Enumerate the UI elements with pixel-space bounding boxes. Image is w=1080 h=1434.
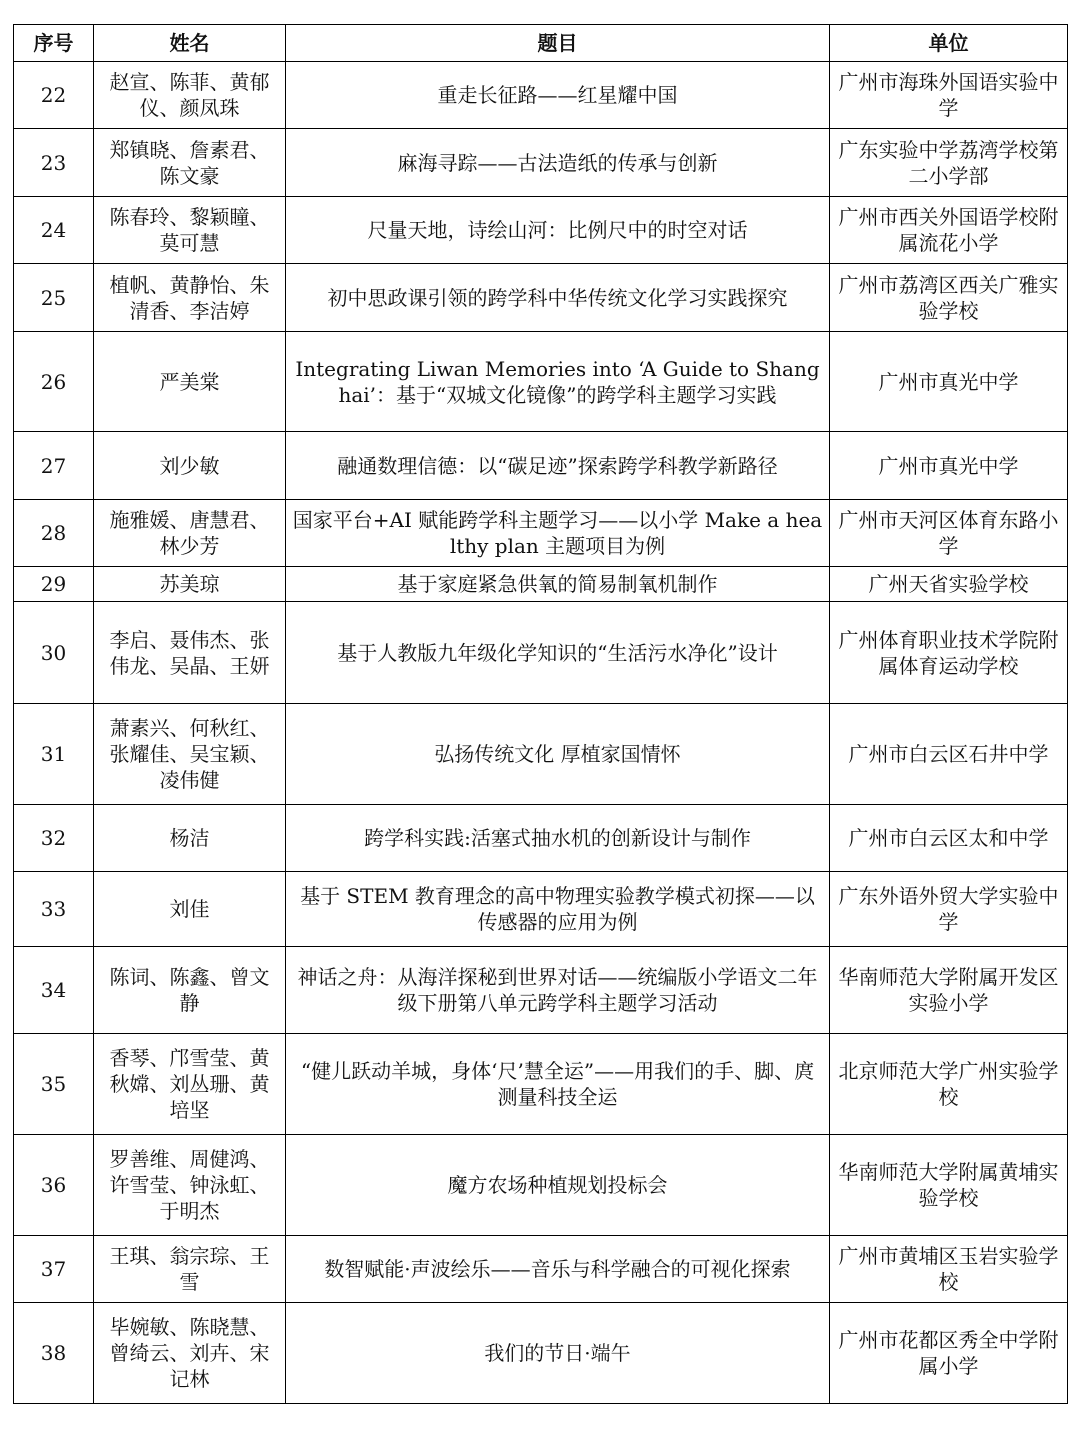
cell-names: 施雅媛、唐慧君、林少芳 — [94, 500, 286, 567]
cell-names: 严美棠 — [94, 332, 286, 432]
cell-no: 37 — [14, 1236, 94, 1303]
cell-title: 数智赋能·声波绘乐——音乐与科学融合的可视化探索 — [286, 1236, 830, 1303]
cell-names: 陈春玲、黎颖瞳、莫可慧 — [94, 197, 286, 264]
cell-title: 基于家庭紧急供氧的简易制氧机制作 — [286, 567, 830, 602]
cell-title: 融通数理信德：以“碳足迹”探索跨学科教学新路径 — [286, 432, 830, 500]
table-row — [14, 1135, 1068, 1236]
cell-title: 跨学科实践:活塞式抽水机的创新设计与制作 — [286, 805, 830, 872]
cell-names: 杨洁 — [94, 805, 286, 872]
cell-no: 30 — [14, 602, 94, 704]
table-body — [14, 62, 1068, 1404]
cell-unit: 华南师范大学附属黄埔实验学校 — [830, 1135, 1068, 1236]
cell-names: 郑镇晓、詹素君、陈文豪 — [94, 129, 286, 197]
cell-unit: 华南师范大学附属开发区实验小学 — [830, 947, 1068, 1034]
cell-names: 苏美琼 — [94, 567, 286, 602]
cell-no: 34 — [14, 947, 94, 1034]
cell-names: 植帆、黄静怡、朱清香、李洁婷 — [94, 264, 286, 332]
table-row — [14, 947, 1068, 1034]
table-row — [14, 264, 1068, 332]
cell-names: 罗善维、周健鸿、许雪莹、钟泳虹、于明杰 — [94, 1135, 286, 1236]
cell-unit: 广州市西关外国语学校附属流花小学 — [830, 197, 1068, 264]
table-row — [14, 567, 1068, 602]
cell-title: 初中思政课引领的跨学科中华传统文化学习实践探究 — [286, 264, 830, 332]
header-unit: 单位 — [830, 25, 1068, 62]
cell-no: 26 — [14, 332, 94, 432]
cell-names: 李启、聂伟杰、张伟龙、吴晶、王妍 — [94, 602, 286, 704]
cell-no: 36 — [14, 1135, 94, 1236]
cell-unit: 广州市荔湾区西关广雅实验学校 — [830, 264, 1068, 332]
cell-unit: 广州市黄埔区玉岩实验学校 — [830, 1236, 1068, 1303]
table-row — [14, 704, 1068, 805]
cell-unit: 广州体育职业技术学院附属体育运动学校 — [830, 602, 1068, 704]
cell-title: 魔方农场种植规划投标会 — [286, 1135, 830, 1236]
cell-title: 麻海寻踪——古法造纸的传承与创新 — [286, 129, 830, 197]
cell-title: 神话之舟：从海洋探秘到世界对话——统编版小学语文二年级下册第八单元跨学科主题学习活动 — [286, 947, 830, 1034]
cell-title: 基于人教版九年级化学知识的“生活污水净化”设计 — [286, 602, 830, 704]
award-table — [13, 24, 1068, 1404]
cell-title: 我们的节日·端午 — [286, 1303, 830, 1404]
cell-title: Integrating Liwan Memories into ‘A Guide to Shanghai’：基于“双城文化镜像”的跨学科主题学习实践 — [286, 332, 830, 432]
cell-unit: 广州天省实验学校 — [830, 567, 1068, 602]
cell-names: 香琴、邝雪莹、黄秋嫦、刘丛珊、黄培坚 — [94, 1034, 286, 1135]
cell-unit: 广州市海珠外国语实验中学 — [830, 62, 1068, 129]
header-names: 姓名 — [94, 25, 286, 62]
cell-unit: 广东外语外贸大学实验中学 — [830, 872, 1068, 947]
cell-unit: 广州市白云区石井中学 — [830, 704, 1068, 805]
table-row — [14, 500, 1068, 567]
table-row — [14, 872, 1068, 947]
cell-no: 28 — [14, 500, 94, 567]
cell-names: 刘少敏 — [94, 432, 286, 500]
table-row — [14, 432, 1068, 500]
cell-unit: 广州市天河区体育东路小学 — [830, 500, 1068, 567]
cell-title: 弘扬传统文化 厚植家国情怀 — [286, 704, 830, 805]
cell-names: 赵宣、陈菲、黄郁仪、颜凤珠 — [94, 62, 286, 129]
cell-no: 23 — [14, 129, 94, 197]
table-row — [14, 1303, 1068, 1404]
cell-no: 33 — [14, 872, 94, 947]
table-row — [14, 602, 1068, 704]
cell-no: 22 — [14, 62, 94, 129]
cell-title: 重走长征路——红星耀中国 — [286, 62, 830, 129]
cell-title: 基于 STEM 教育理念的高中物理实验教学模式初探——以传感器的应用为例 — [286, 872, 830, 947]
cell-names: 王琪、翁宗琮、王雪 — [94, 1236, 286, 1303]
cell-no: 31 — [14, 704, 94, 805]
cell-no: 29 — [14, 567, 94, 602]
cell-unit: 广州市真光中学 — [830, 432, 1068, 500]
cell-unit: 广州市真光中学 — [830, 332, 1068, 432]
cell-names: 陈词、陈鑫、曾文静 — [94, 947, 286, 1034]
cell-no: 25 — [14, 264, 94, 332]
table-row — [14, 805, 1068, 872]
cell-title: 尺量天地，诗绘山河：比例尺中的时空对话 — [286, 197, 830, 264]
cell-unit: 北京师范大学广州实验学校 — [830, 1034, 1068, 1135]
cell-title: “健儿跃动羊城，身体‘尺’慧全运”——用我们的手、脚、庹测量科技全运 — [286, 1034, 830, 1135]
header-no: 序号 — [14, 25, 94, 62]
cell-names: 毕婉敏、陈晓慧、曾绮云、刘卉、宋记林 — [94, 1303, 286, 1404]
cell-no: 35 — [14, 1034, 94, 1135]
cell-no: 27 — [14, 432, 94, 500]
cell-names: 刘佳 — [94, 872, 286, 947]
table-row — [14, 332, 1068, 432]
table-row — [14, 1034, 1068, 1135]
cell-no: 38 — [14, 1303, 94, 1404]
cell-unit: 广州市白云区太和中学 — [830, 805, 1068, 872]
cell-unit: 广州市花都区秀全中学附属小学 — [830, 1303, 1068, 1404]
header-title: 题目 — [286, 25, 830, 62]
cell-title: 国家平台+AI 赋能跨学科主题学习——以小学 Make a healthy plan 主题项目为例 — [286, 500, 830, 567]
table-row — [14, 197, 1068, 264]
table-header-row — [14, 25, 1068, 62]
cell-unit: 广东实验中学荔湾学校第二小学部 — [830, 129, 1068, 197]
table-row — [14, 62, 1068, 129]
cell-no: 24 — [14, 197, 94, 264]
cell-no: 32 — [14, 805, 94, 872]
table-row — [14, 129, 1068, 197]
cell-names: 萧素兴、何秋红、张耀佳、吴宝颖、凌伟健 — [94, 704, 286, 805]
table-row — [14, 1236, 1068, 1303]
